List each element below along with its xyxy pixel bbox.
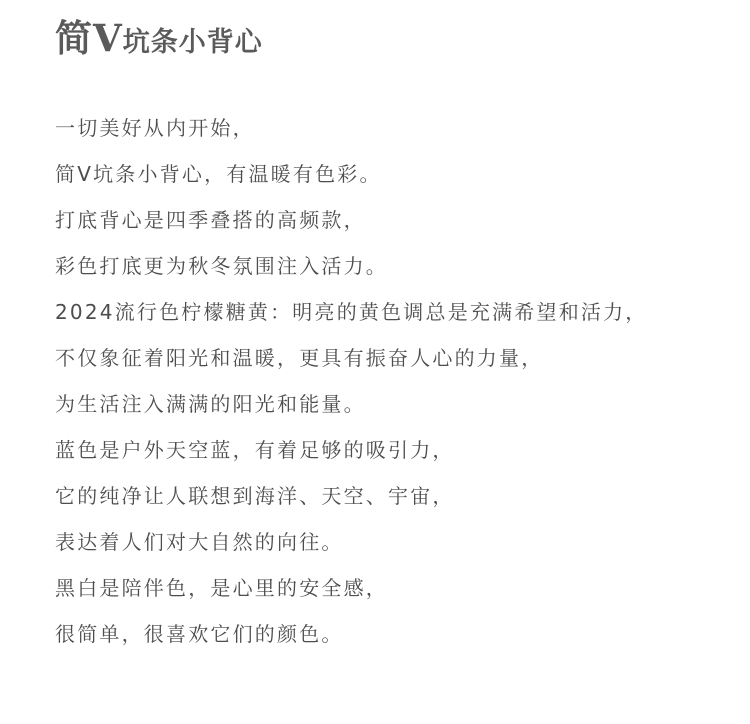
description-line: 蓝色是户外天空蓝，有着足够的吸引力，	[55, 438, 455, 462]
description-line: 2024流行色柠檬糖黄：明亮的黄色调总是充满希望和活力，	[55, 300, 648, 324]
title-product-name: 坑条小背心	[122, 27, 263, 58]
description-line: 它的纯净让人联想到海洋、天空、宇宙，	[55, 484, 455, 508]
description-line: 很简单，很喜欢它们的颜色。	[55, 622, 344, 646]
description-text	[55, 108, 648, 660]
description-line: 打底背心是四季叠搭的高频款，	[55, 208, 366, 232]
title-brand: 简V	[55, 16, 123, 60]
description-line: 为生活注入满满的阳光和能量。	[55, 392, 366, 416]
description-line: 简V坑条小背心，有温暖有色彩。	[55, 162, 382, 186]
description-line: 表达着人们对大自然的向往。	[55, 530, 344, 554]
description-line: 一切美好从内开始，	[55, 116, 255, 140]
page-title	[55, 16, 263, 60]
description-line: 黑白是陪伴色，是心里的安全感，	[55, 576, 388, 600]
description-line: 彩色打底更为秋冬氛围注入活力。	[55, 254, 388, 278]
description-line: 不仅象征着阳光和温暖，更具有振奋人心的力量，	[55, 346, 544, 370]
